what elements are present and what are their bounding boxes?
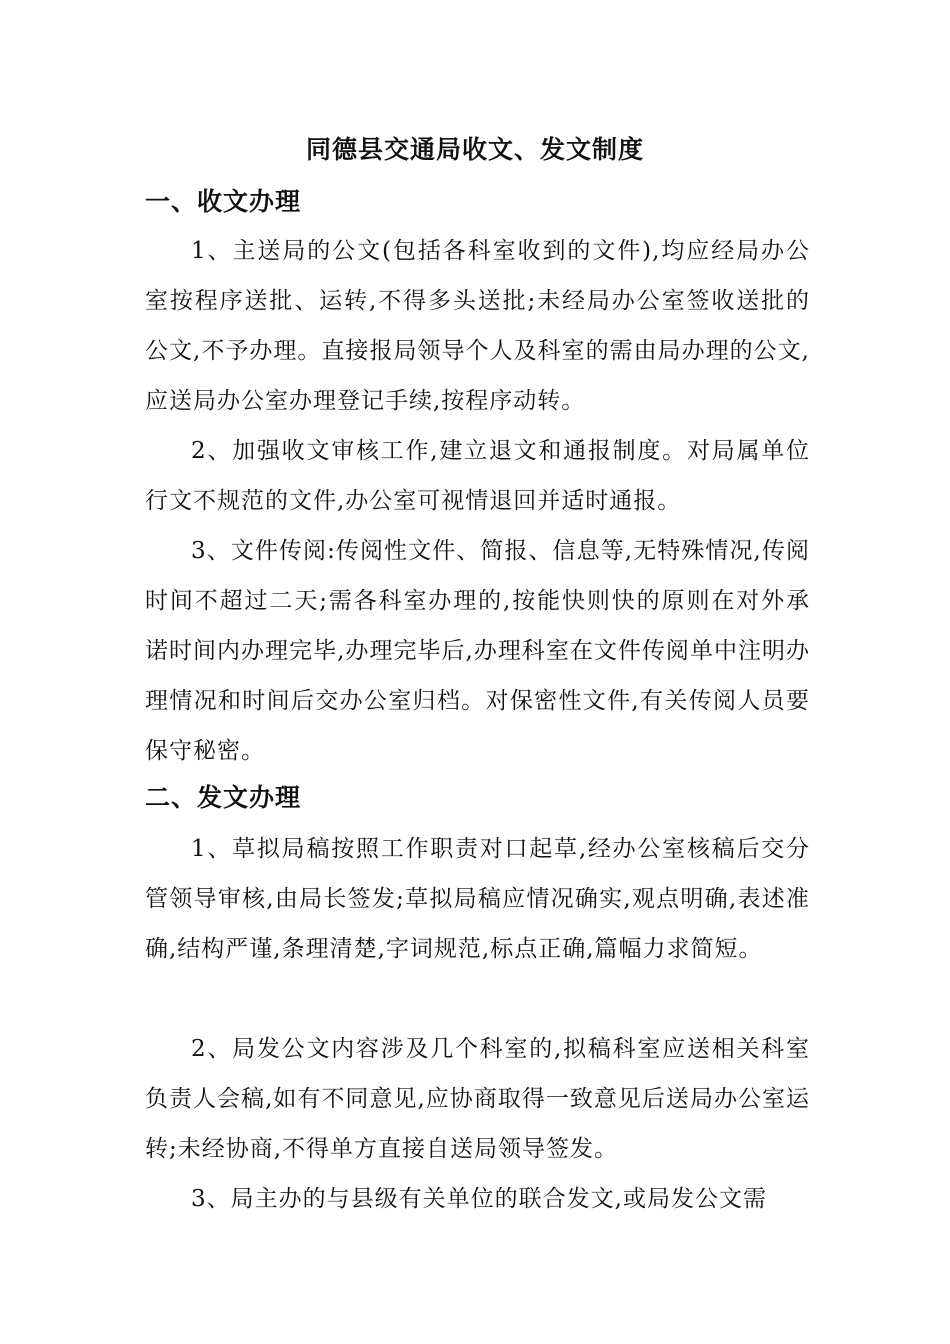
section-heading-receiving: 一、收文办理 (145, 187, 302, 216)
document-title: 同德县交通局收文、发文制度 (305, 135, 644, 164)
paragraph: 2、局发公文内容涉及几个科室的,拟稿科室应送相关科室负责人会稿,如有不同意见,应协商取得一致意见后送局办公室运转;未经协商,不得单方直接自送局领导签发。 (145, 1036, 810, 1162)
paragraph: 1、草拟局稿按照工作职责对口起草,经办公室核稿后交分管领导审核,由局长签发;草拟局稿应情况确实,观点明确,表述准确,结构严谨,条理清楚,字词规范,标点正确,篇幅力求简短。 (145, 836, 810, 962)
paragraph: 2、加强收文审核工作,建立退文和通报制度。对局属单位行文不规范的文件,办公室可视情退回并适时通报。 (145, 438, 810, 514)
paragraph: 3、文件传阅:传阅性文件、简报、信息等,无特殊情况,传阅时间不超过二天;需各科室办理的,按能快则快的原则在对外承诺时间内办理完毕,办理完毕后,办理科室在文件传阅单中注明办理情况和时间后交办公室归档。对保密性文件,有关传阅人员要保守秘密。 (145, 538, 810, 764)
paragraph: 3、局主办的与县级有关单位的联合发文,或局发公文需 (191, 1186, 767, 1212)
paragraph: 1、主送局的公文(包括各科室收到的文件),均应经局办公室按程序送批、运转,不得多头送批;未经局办公室签收送批的公文,不予办理。直接报局领导个人及科室的需由局办理的公文,应送局办公室办理登记手续,按程序动转。 (145, 238, 810, 414)
section-heading-sending: 二、发文办理 (145, 783, 302, 812)
